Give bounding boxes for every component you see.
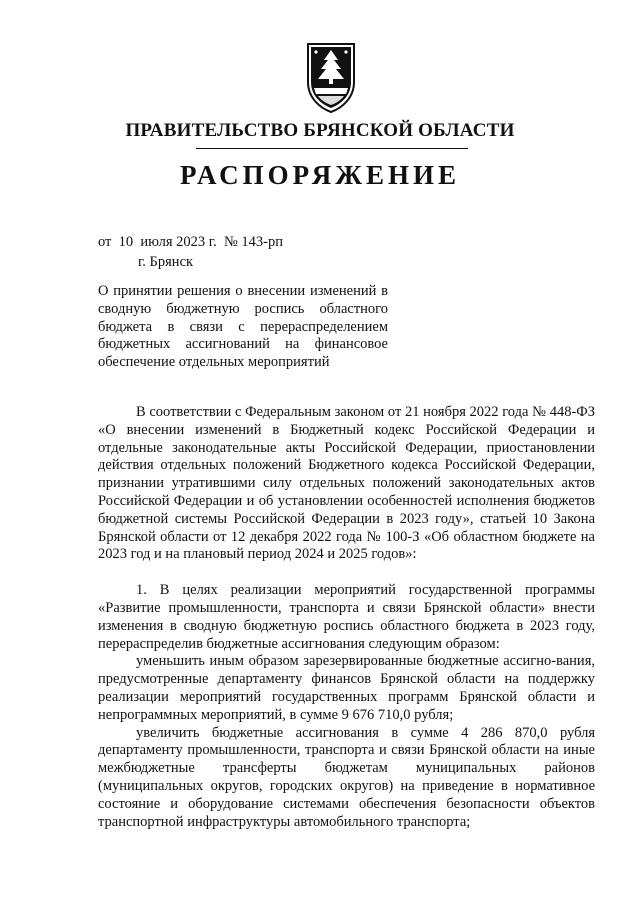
document-date-number: от 10 июля 2023 г. № 143-рп xyxy=(98,234,284,250)
document-type-title: РАСПОРЯЖЕНИЕ xyxy=(179,160,461,190)
organization-title: ПРАВИТЕЛЬСТВО БРЯНСКОЙ ОБЛАСТИ xyxy=(125,120,515,141)
brjansk-coat-of-arms-icon xyxy=(300,38,362,114)
item-1-increase-paragraph: увеличить бюджетные ассигнования в сумме 4 286 870,0 рубля департаменту промышленности, транспорта и связи Брянской области на иные межбюджетные трансферты бюджетам муниципальных районов (муниципальных округов, городских округов) на приведение в нормативное состояние и оборудование системами обеспечения безопасности объектов транспортной инфраструктуры автомобильного транспорта; xyxy=(98,724,595,830)
document-city: г. Брянск xyxy=(138,254,194,270)
preamble-paragraph: В соответствии с Федеральным законом от 21 ноября 2022 года № 448-ФЗ «О внесении изменений в Бюджетный кодекс Российской Федерации и отдельные законодательные акты Российской Федерации, приостановлении действия отдельных положений Бюджетного кодекса Российской Федерации, признании утратившими силу отдельных положений законодательных актов Российской Федерации и об установлении особенностей исполнения бюджетов бюджетной системы Российской Федерации в 2023 году», статьей 10 Закона Брянской области от 12 декабря 2022 года № 100-З «Об областном бюджете на 2023 год и на плановый период 2024 и 2025 годов»: xyxy=(98,404,595,563)
document-subject: О принятии решения о внесении изменений в сводную бюджетную роспись областного бюджета в связи с перераспределением бюджетных ассигнований на финансовое обеспечение отдельных мероприятий xyxy=(98,283,388,371)
header-divider xyxy=(196,148,468,149)
document-body xyxy=(98,404,595,831)
item-1-paragraph: 1. В целях реализации мероприятий государственной программы «Развитие промышленности, транспорта и связи Брянской области» внести изменения в сводную бюджетную роспись областного бюджета в 2023 году, перераспределив бюджетные ассигнования следующим образом: xyxy=(98,582,595,652)
item-1-decrease-paragraph: уменьшить иным образом зарезервированные бюджетные ассигно-вания, предусмотренные департаменту финансов Брянской области на поддержку реализации мероприятий государственных программ Брянской области и непрограммных мероприятий, в сумме 9 676 710,0 рубля; xyxy=(98,653,595,723)
